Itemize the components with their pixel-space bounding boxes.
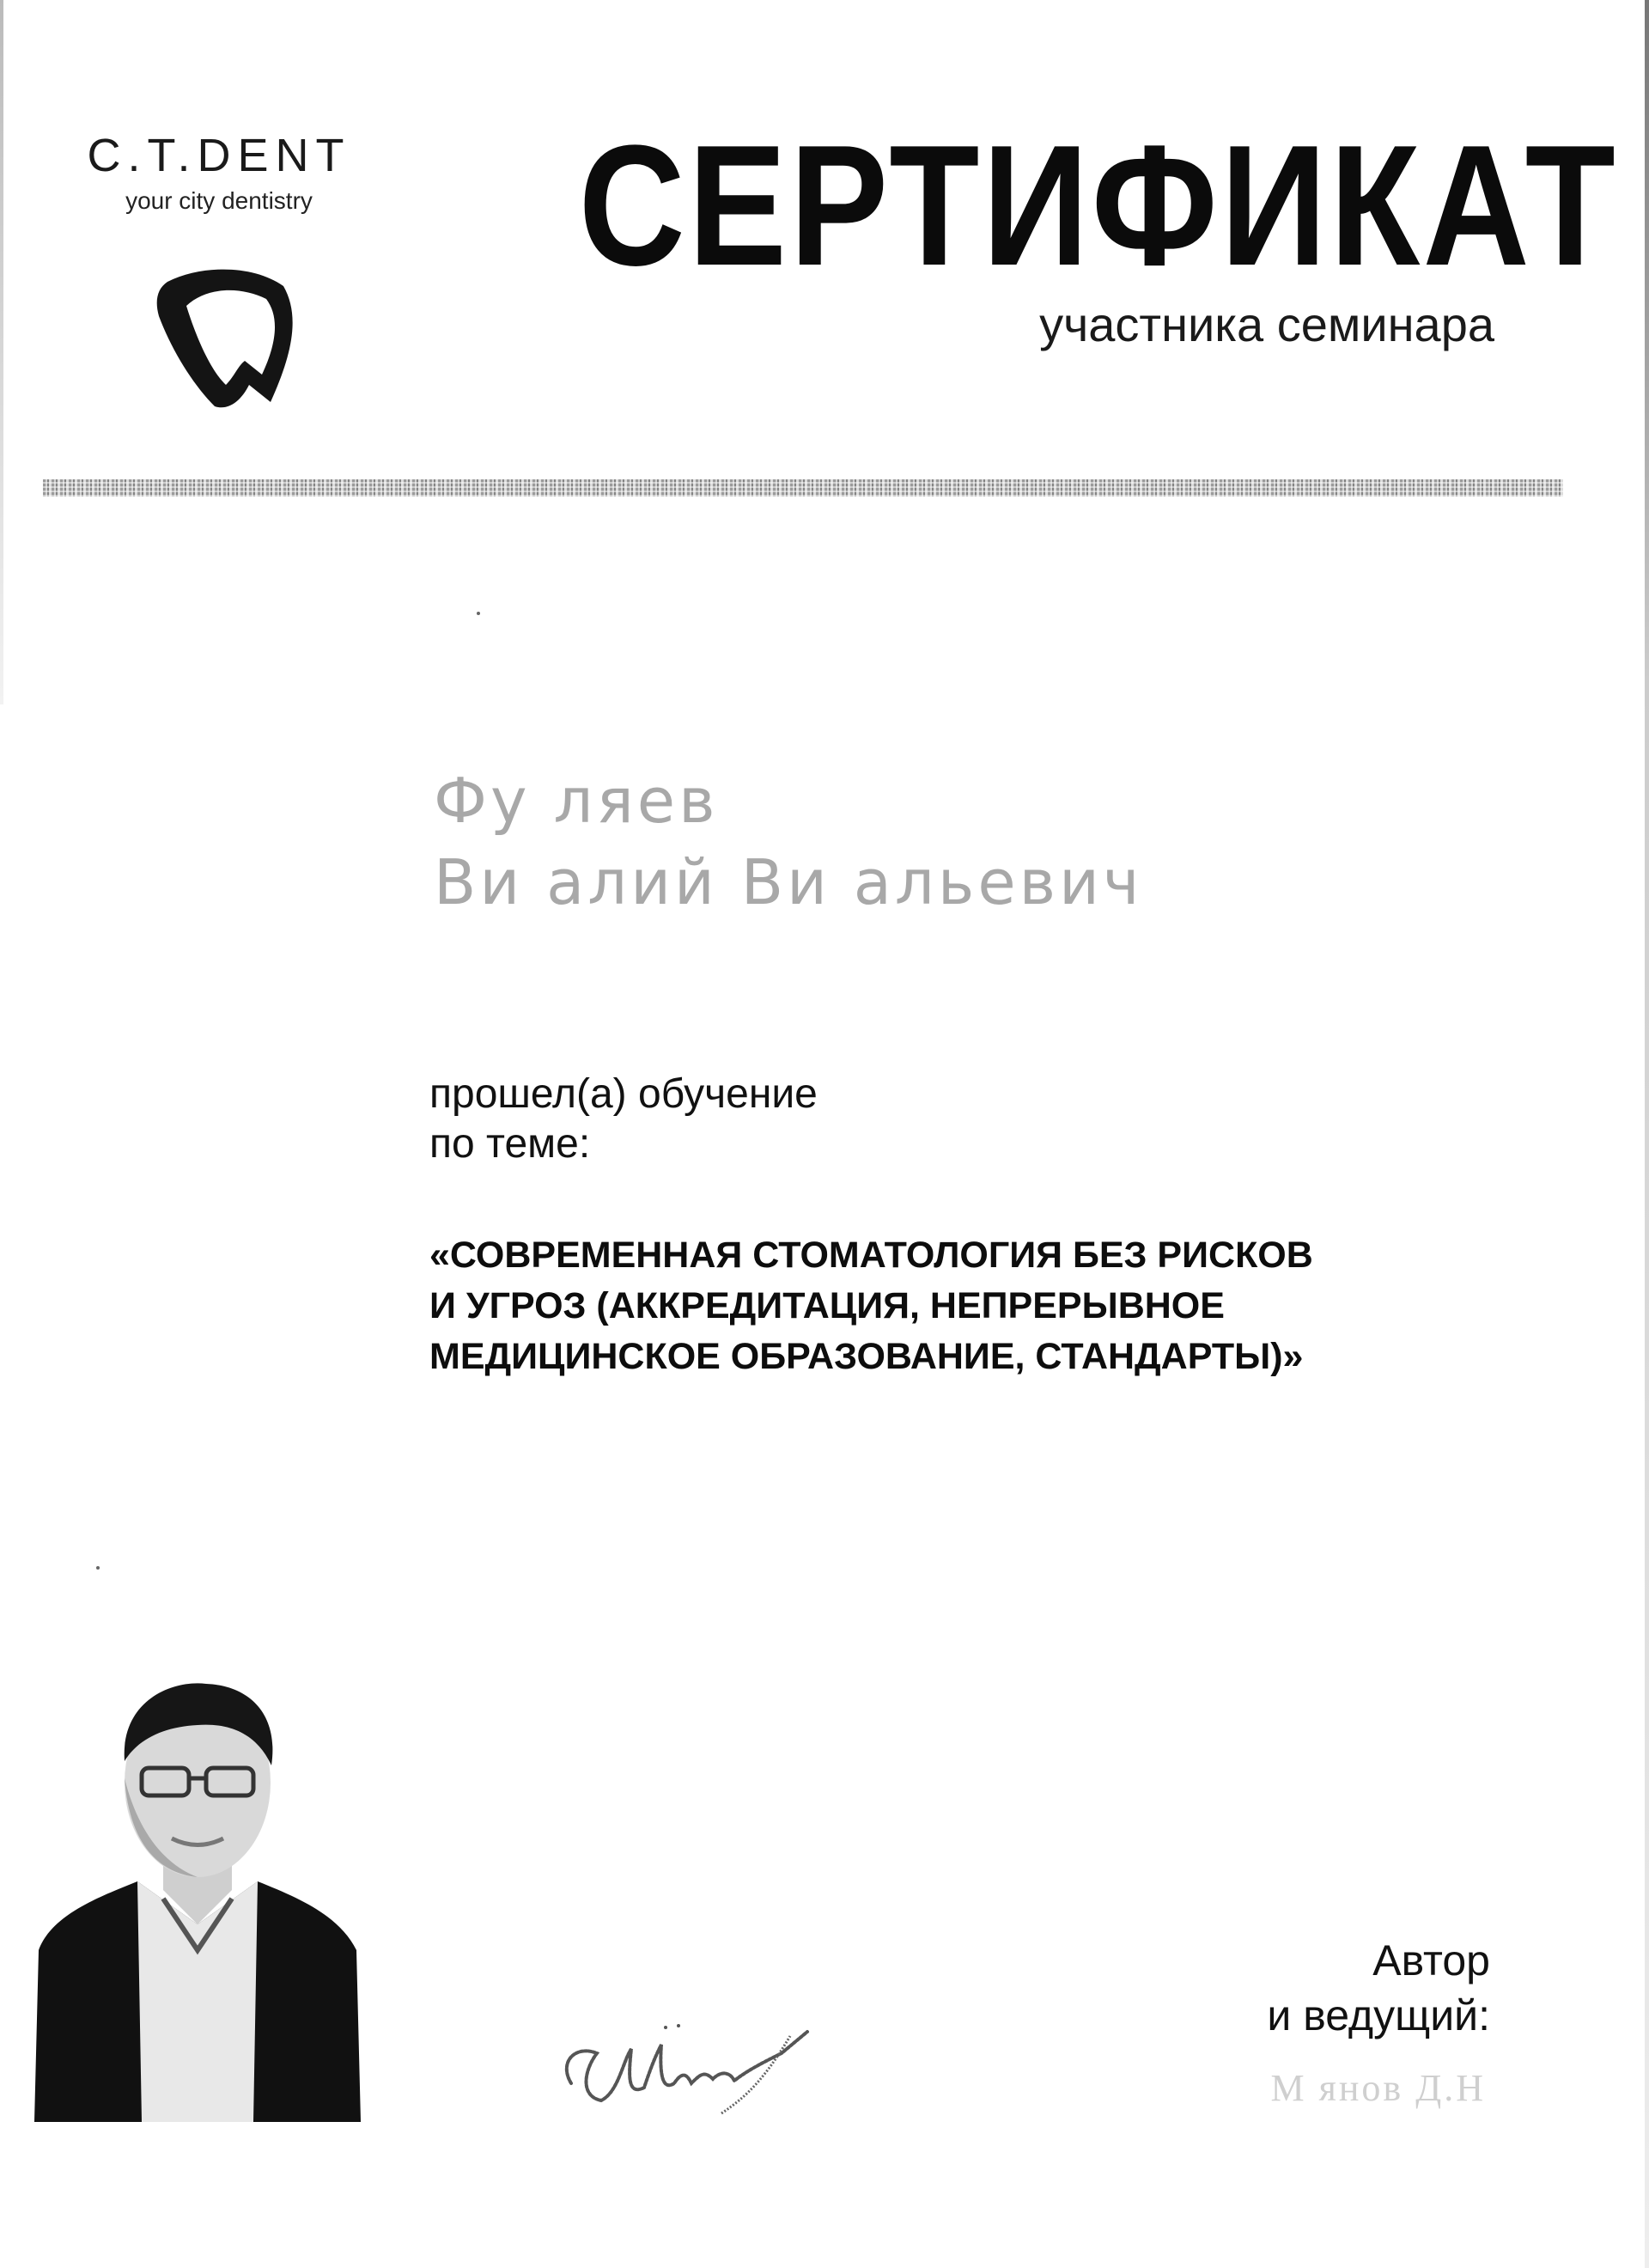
author-label [1267, 1933, 1490, 2043]
author-label-line: Автор [1372, 1936, 1490, 1984]
recipient-given-names: Ви алий Ви альевич [434, 846, 1143, 918]
author-label-line: и ведущий: [1267, 1991, 1490, 2039]
certificate-subtitle: участника семинара [1039, 297, 1494, 351]
tooth-logo-icon [133, 256, 305, 428]
brand-name: C.T.DENT [87, 130, 351, 181]
completion-line: прошел(а) обучение [429, 1071, 818, 1117]
topic-line: И УГРОЗ (АККРЕДИТАЦИЯ, НЕПРЕРЫВНОЕ [429, 1285, 1225, 1326]
author-portrait-photo [34, 1667, 361, 2122]
author-signature [550, 2002, 824, 2131]
topic-line: «СОВРЕМЕННАЯ СТОМАТОЛОГИЯ БЕЗ РИСКОВ [429, 1235, 1313, 1276]
seminar-topic [429, 1230, 1563, 1382]
recipient-surname: Фу ляев [434, 765, 719, 837]
topic-line: МЕДИЦИНСКОЕ ОБРАЗОВАНИЕ, СТАНДАРТЫ)» [429, 1336, 1304, 1377]
brand-logo-block [77, 129, 361, 428]
brand-tagline: your city dentistry [125, 187, 313, 214]
decorative-band [43, 479, 1563, 497]
scan-speck [96, 1566, 100, 1570]
scan-edge-left [0, 0, 3, 704]
scan-edge-right [1645, 0, 1649, 2268]
certificate-title: СЕРТИФИКАТ [578, 110, 1619, 302]
scan-speck [477, 612, 480, 615]
topic-label: по теме: [429, 1121, 591, 1167]
completion-statement [429, 1070, 818, 1169]
author-name: М янов Д.Н [1270, 2067, 1486, 2109]
